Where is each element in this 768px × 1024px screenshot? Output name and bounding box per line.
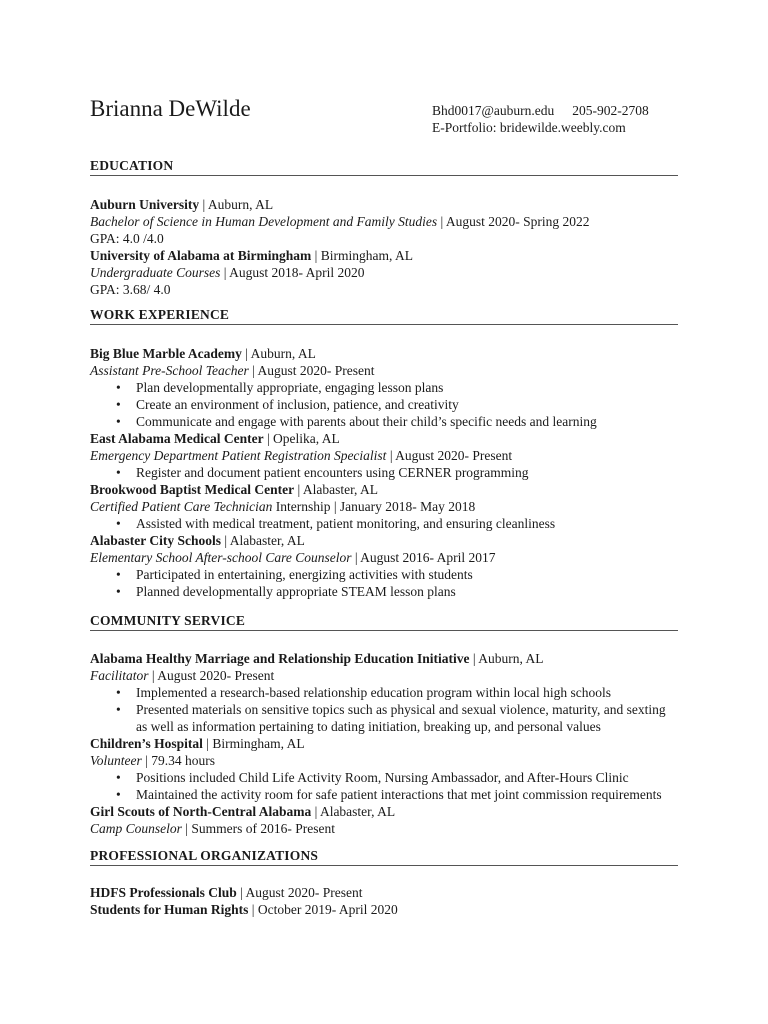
phone-text: 205-902-2708 [572,103,649,118]
role-title: Elementary School After-school Care Counselor [90,550,352,565]
organizations-section [90,848,678,918]
duty-item: • Maintained the activity room for safe patient interactions that met joint commission requirements [90,786,678,803]
role-line [90,820,678,837]
employer-line [90,532,678,549]
role-title: Emergency Department Patient Registration Specialist [90,448,387,463]
school-name: University of Alabama at Birmingham [90,248,312,263]
membership-name: HDFS Professionals Club [90,885,237,900]
gpa-line: GPA: 3.68/ 4.0 [90,282,171,297]
duty-list [90,379,678,430]
employer-name: East Alabama Medical Center [90,431,264,446]
duty-list [90,515,678,532]
organizations-heading: PROFESSIONAL ORGANIZATIONS [90,848,678,866]
role-line [90,498,678,515]
duty-item: • Implemented a research-based relationship education program within local high schools [90,684,678,701]
organizations-entries [90,884,678,918]
organization-line [90,650,678,667]
organization-line [90,735,678,752]
duty-item: • Register and document patient encounters using CERNER programming [90,464,678,481]
organization-name: Children’s Hospital [90,736,203,751]
role-dates: | August 2020- Present [386,448,513,463]
role-title: Facilitator [90,668,149,683]
organization-location: | Birmingham, AL [202,736,305,751]
duty-item: • Planned developmentally appropriate STEAM lesson plans [90,583,678,600]
education-entries [90,196,678,298]
duty-item: • Communicate and engage with parents about their child’s specific needs and learning [90,413,678,430]
education-line [90,247,678,264]
organization-line [90,803,678,820]
work-section [90,307,678,600]
employer-line [90,345,678,362]
duty-list [90,684,678,735]
organization-location: | Alabaster, AL [311,804,396,819]
candidate-name: Brianna DeWilde [90,96,251,121]
organization-name: Alabama Healthy Marriage and Relationship Education Initiative [90,651,470,666]
employer-location: | Alabaster, AL [221,533,305,548]
role-title: Volunteer [90,753,142,768]
employer-name: Alabaster City Schools [90,533,222,548]
education-line [90,264,678,281]
organization-name: Girl Scouts of North-Central Alabama [90,804,312,819]
community-heading: COMMUNITY SERVICE [90,613,678,631]
degree-name: Bachelor of Science in Human Development and Family Studies [90,214,438,229]
role-dates: | August 2016- April 2017 [351,550,496,565]
email-text: Bhd0017@auburn.edu [432,103,555,118]
role-dates: Internship | January 2018- May 2018 [272,499,476,514]
school-name: Auburn University [90,197,200,212]
employer-location: | Alabaster, AL [294,482,379,497]
duty-list [90,464,678,481]
program-dates: | August 2018- April 2020 [220,265,365,280]
portfolio-text: E-Portfolio: bridewilde.weebly.com [432,120,626,135]
membership-line [90,884,678,901]
duty-item: • Plan developmentally appropriate, engaging lesson plans [90,379,678,396]
role-dates: | August 2020- Present [148,668,275,683]
gpa-line: GPA: 4.0 /4.0 [90,231,164,246]
duty-item: • Assisted with medical treatment, patient monitoring, and ensuring cleanliness [90,515,678,532]
role-line [90,549,678,566]
membership-dates: | August 2020- Present [236,885,363,900]
role-line [90,362,678,379]
education-line [90,213,678,230]
organization-location: | Auburn, AL [469,651,544,666]
membership-name: Students for Human Rights [90,902,249,917]
school-location: | Auburn, AL [199,197,274,212]
role-line [90,667,678,684]
duty-list [90,769,678,803]
work-heading: WORK EXPERIENCE [90,307,678,325]
employer-location: | Auburn, AL [241,346,316,361]
work-entries [90,345,678,600]
role-line [90,752,678,769]
community-entries [90,650,678,837]
employer-line [90,481,678,498]
duty-item: • Create an environment of inclusion, patience, and creativity [90,396,678,413]
contact-block [432,102,649,136]
employer-location: | Opelika, AL [263,431,340,446]
duty-item: • Participated in entertaining, energizing activities with students [90,566,678,583]
role-title: Camp Counselor [90,821,182,836]
program-name: Undergraduate Courses [90,265,221,280]
employer-name: Big Blue Marble Academy [90,346,242,361]
education-line [90,196,678,213]
duty-list [90,566,678,600]
community-section [90,613,678,837]
membership-dates: | October 2019- April 2020 [248,902,398,917]
school-location: | Birmingham, AL [311,248,413,263]
education-section [90,158,678,298]
employer-line [90,430,678,447]
role-dates: | August 2020- Present [248,363,375,378]
role-hours: | 79.34 hours [141,753,215,768]
membership-line [90,901,678,918]
duty-item: • Presented materials on sensitive topics such as physical and sexual violence, maturity, and sexting as well as information pertaining to dating initiation, breaking up, and personal values [90,701,676,735]
role-title: Certified Patient Care Technician [90,499,273,514]
role-title: Assistant Pre-School Teacher [90,363,249,378]
education-heading: EDUCATION [90,158,678,176]
role-line [90,447,678,464]
employer-name: Brookwood Baptist Medical Center [90,482,295,497]
duty-item: • Positions included Child Life Activity Room, Nursing Ambassador, and After-Hours Clinic [90,769,678,786]
contact-row [432,102,649,119]
role-dates: | Summers of 2016- Present [181,821,335,836]
degree-dates: | August 2020- Spring 2022 [437,214,590,229]
